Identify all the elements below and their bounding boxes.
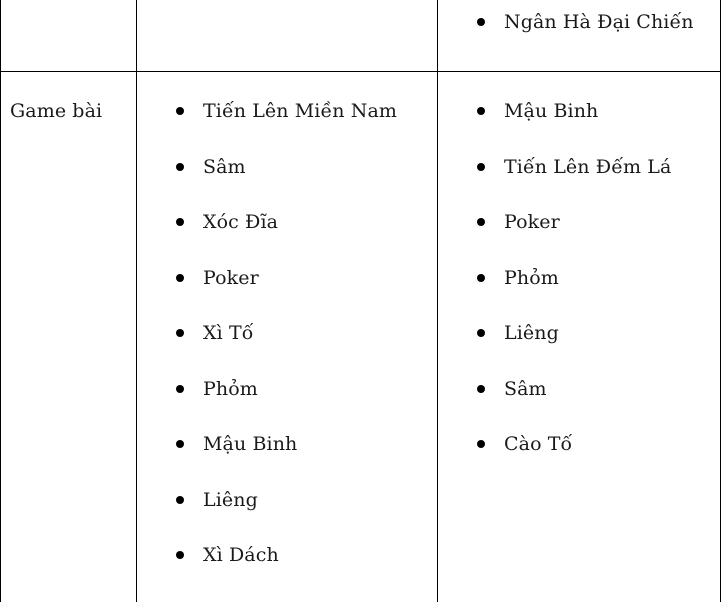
list-item	[504, 265, 671, 321]
table-border-left	[0, 0, 1, 602]
list-item	[203, 98, 397, 154]
list-item	[203, 209, 397, 265]
bullet-icon	[477, 329, 485, 337]
list-item-text: Liêng	[203, 488, 258, 511]
col3-game-list	[504, 98, 671, 487]
bullet-icon	[176, 218, 184, 226]
bullet-icon	[176, 163, 184, 171]
list-item-text: Tiến Lên Miền Nam	[203, 100, 398, 122]
list-item-text: Ngân Hà Đại Chiến	[504, 11, 694, 33]
table-divider-col1	[136, 0, 137, 602]
table-divider-col2	[437, 0, 438, 602]
list-item-text: Phỏm	[504, 266, 559, 289]
bullet-icon	[176, 329, 184, 337]
bullet-icon	[176, 107, 184, 115]
bullet-icon	[477, 385, 485, 393]
bullet-icon	[176, 440, 184, 448]
list-item	[203, 320, 397, 376]
list-item	[504, 209, 671, 265]
bullet-icon	[477, 107, 485, 115]
bullet-icon	[176, 551, 184, 559]
list-item-text: Poker	[203, 266, 259, 289]
list-item-text: Xì Dách	[203, 544, 279, 566]
table-row-divider	[0, 71, 721, 72]
bullet-icon	[477, 274, 485, 282]
col2-game-list	[203, 98, 397, 598]
list-item-text: Xì Tố	[203, 322, 254, 344]
list-item-text: Poker	[504, 211, 560, 233]
bullet-icon	[477, 18, 485, 26]
list-item	[203, 376, 397, 432]
list-item-text: Sâm	[203, 155, 246, 178]
bullet-icon	[176, 274, 184, 282]
list-item-text: Liêng	[504, 322, 559, 344]
bullet-icon	[477, 440, 485, 448]
list-item	[203, 154, 397, 210]
bullet-icon	[477, 163, 485, 171]
list-item-text: Xóc Đĩa	[203, 211, 279, 233]
list-item-text: Phỏm	[203, 377, 258, 400]
list-item	[504, 154, 671, 210]
list-item-text: Sâm	[504, 377, 547, 400]
list-item	[203, 487, 397, 543]
list-item	[504, 9, 694, 65]
bullet-icon	[176, 496, 184, 504]
list-item	[504, 98, 671, 154]
list-item	[504, 376, 671, 432]
bullet-icon	[176, 385, 184, 393]
bullet-icon	[477, 218, 485, 226]
list-item-text: Mậu Binh	[203, 433, 298, 455]
list-item	[504, 320, 671, 376]
list-item-text: Mậu Binh	[504, 100, 599, 122]
list-item	[203, 431, 397, 487]
top-row-col3-list	[504, 9, 694, 65]
list-item	[504, 431, 671, 487]
list-item	[203, 265, 397, 321]
row-label: Game bài	[10, 100, 103, 122]
list-item-text: Tiến Lên Đếm Lá	[504, 155, 672, 178]
list-item-text: Cào Tố	[504, 433, 573, 455]
list-item	[203, 542, 397, 598]
